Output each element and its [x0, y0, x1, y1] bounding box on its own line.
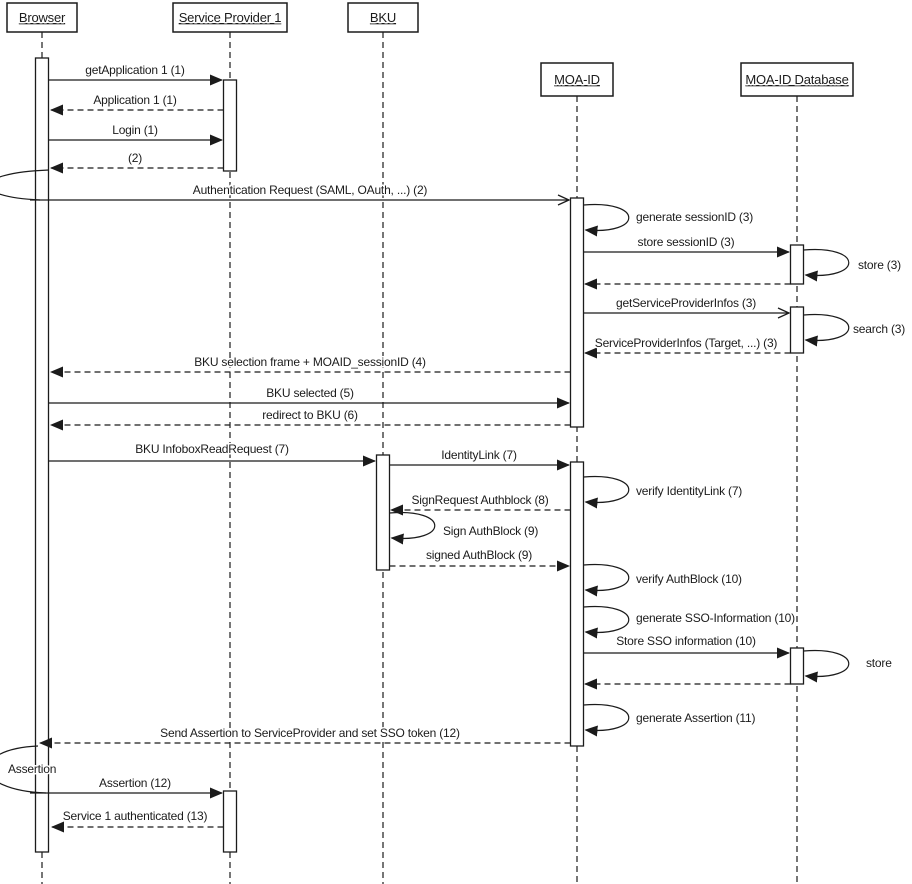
activation-db-sso [791, 648, 804, 684]
label-service-provider-infos: ServiceProviderInfos (Target, ...) (3) [594, 336, 778, 350]
label-redirect-to-bku: redirect to BKU (6) [262, 408, 358, 422]
actor-label-bku: BKU [369, 10, 397, 25]
label-store-sso-information: Store SSO information (10) [616, 634, 756, 648]
label-identity-link: IdentityLink (7) [441, 448, 517, 462]
label-generate-sso-information: generate SSO-Information (10) [636, 611, 795, 625]
activation-db-store [791, 245, 804, 284]
label-store-sso: store [866, 656, 892, 670]
label-send-assertion: Send Assertion to ServiceProvider and set SSO token (12) [160, 726, 460, 740]
label-signed-authblock: signed AuthBlock (9) [425, 548, 533, 562]
label-store-sessionid: store sessionID (3) [637, 235, 735, 249]
label-get-service-provider-infos: getServiceProviderInfos (3) [616, 296, 756, 310]
self-loop-sign-authblock [390, 513, 435, 539]
actor-label-moa-id-database: MOA-ID Database [745, 72, 849, 87]
label-service-1-authenticated: Service 1 authenticated (13) [62, 809, 208, 823]
label-generate-assertion: generate Assertion (11) [636, 711, 756, 725]
label-store: store (3) [858, 258, 901, 272]
actor-label-browser: Browser [18, 10, 66, 25]
activation-browser [36, 58, 49, 852]
label-application: Application 1 (1) [93, 93, 177, 107]
label-bku-selected: BKU selected (5) [266, 386, 354, 400]
label-verify-identity-link: verify IdentityLink (7) [636, 484, 743, 498]
label-sign-request-authblock: SignRequest Authblock (8) [411, 493, 549, 507]
label-login-return: (2) [127, 151, 143, 165]
self-loop-verify-identity-link [584, 477, 629, 503]
self-loop-generate-assertion [584, 705, 629, 731]
activation-moaid-verify [571, 462, 584, 746]
label-search: search (3) [853, 322, 906, 336]
label-sign-authblock: Sign AuthBlock (9) [443, 524, 539, 538]
label-verify-authblock: verify AuthBlock (10) [636, 572, 742, 586]
activation-bku [377, 455, 390, 570]
label-generate-sessionid: generate sessionID (3) [636, 210, 753, 224]
label-assertion: Assertion (12) [99, 776, 171, 790]
actor-headers [7, 3, 853, 96]
activation-sp1-assertion [224, 791, 237, 852]
self-loop-search [804, 315, 849, 341]
label-get-application: getApplication 1 (1) [85, 63, 185, 77]
message-labels [8, 63, 905, 823]
self-loop-generate-sessionid [584, 205, 629, 231]
activation-moaid-session [571, 198, 584, 427]
label-assertion-note: Assertion [8, 762, 57, 776]
self-loop-verify-authblock [584, 565, 629, 591]
label-bku-infobox-read-request: BKU InfoboxReadRequest (7) [135, 442, 289, 456]
actor-label-moa-id: MOA-ID [554, 72, 600, 87]
label-authentication-request: Authentication Request (SAML, OAuth, ...) (2) [192, 183, 428, 197]
label-login: Login (1) [112, 123, 158, 137]
lifelines [42, 32, 797, 884]
actor-label-service-provider-1: Service Provider 1 [178, 10, 282, 25]
activation-sp1-login [224, 80, 237, 171]
self-loop-store-sso [804, 651, 849, 677]
self-loop-generate-sso-information [584, 607, 629, 633]
label-bku-selection-frame: BKU selection frame + MOAID_sessionID (4) [194, 355, 426, 369]
activation-db-search [791, 307, 804, 353]
self-loop-store [804, 250, 849, 276]
